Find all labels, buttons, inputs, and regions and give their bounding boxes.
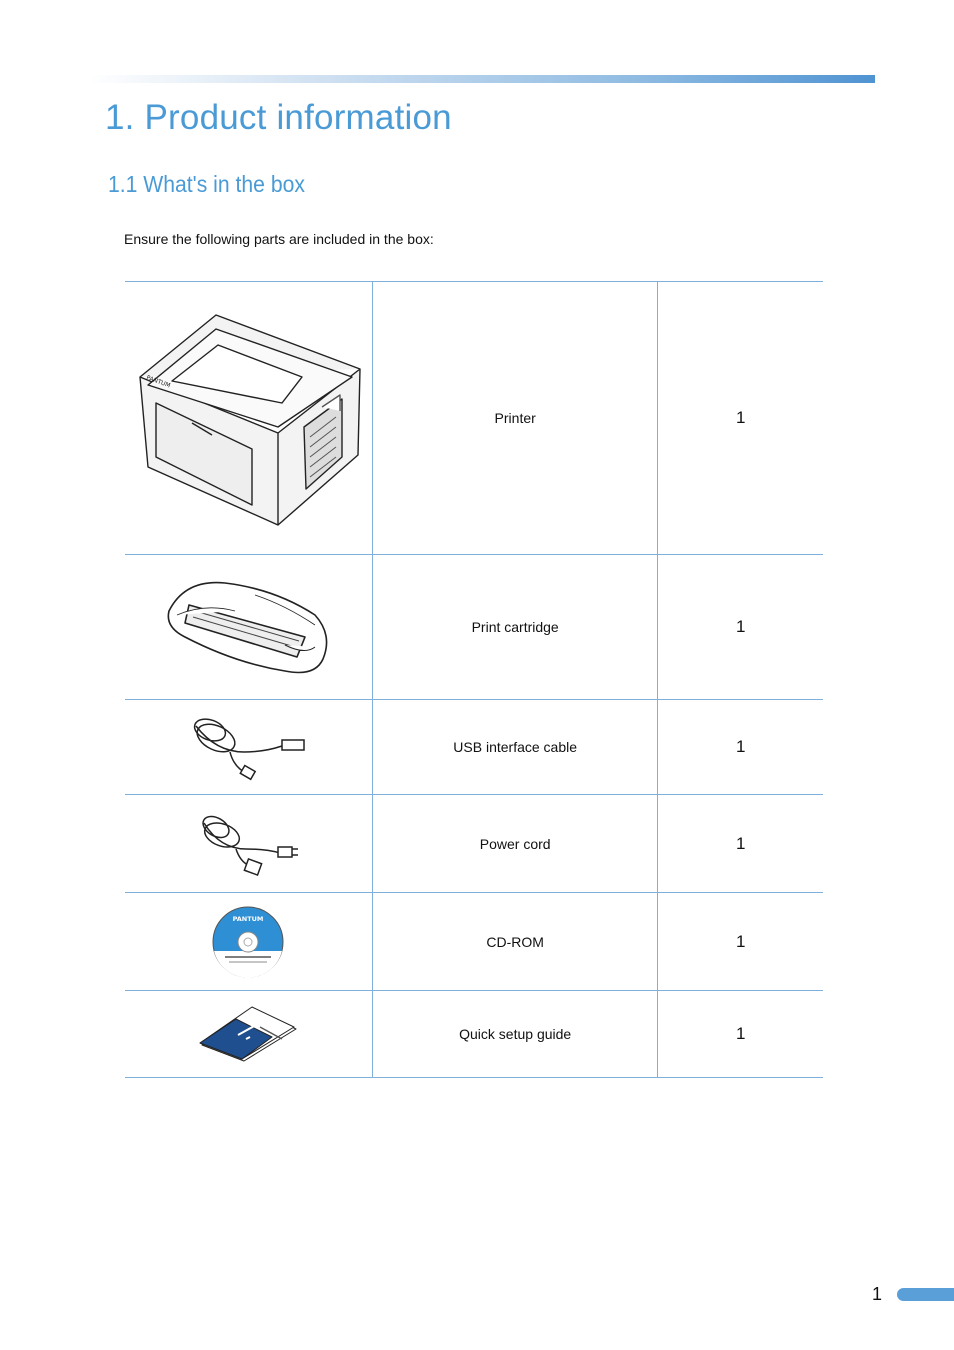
- intro-text: Ensure the following parts are included in the box:: [124, 231, 434, 247]
- item-image-cell: [125, 795, 372, 893]
- item-qty: 1: [658, 991, 823, 1078]
- table-row: [125, 282, 823, 555]
- item-image-cell: [125, 555, 372, 700]
- table-row: [125, 555, 823, 700]
- printer-icon: [132, 307, 364, 529]
- printer-brand-mark: PANTUM: [145, 374, 172, 390]
- item-name: CD-ROM: [372, 893, 657, 991]
- item-qty: 1: [658, 555, 823, 700]
- cartridge-icon: [165, 575, 331, 679]
- table-row: [125, 893, 823, 991]
- item-qty: 1: [658, 893, 823, 991]
- power-cord-icon: [196, 811, 300, 877]
- table-row: [125, 700, 823, 795]
- page-number: 1: [872, 1284, 883, 1304]
- item-name: Print cartridge: [372, 555, 657, 700]
- item-name: Printer: [372, 282, 657, 555]
- cd-brand-label: PANTUM: [233, 914, 264, 923]
- page-tab-marker: [897, 1288, 954, 1301]
- table-row: [125, 991, 823, 1078]
- item-image-cell: [125, 893, 372, 991]
- cd-rom-icon: [211, 905, 285, 979]
- item-qty: 1: [658, 700, 823, 795]
- item-qty: 1: [658, 282, 823, 555]
- box-contents-table: [125, 281, 823, 1078]
- item-image-cell: [125, 700, 372, 795]
- item-name: USB interface cable: [372, 700, 657, 795]
- table-row: [125, 795, 823, 893]
- item-name: Quick setup guide: [372, 991, 657, 1078]
- page-title: 1. Product information: [105, 98, 452, 137]
- item-image-cell: [125, 991, 372, 1078]
- item-image-cell: [125, 282, 372, 555]
- header-gradient-bar: [88, 75, 875, 83]
- section-title: 1.1 What's in the box: [108, 171, 305, 197]
- item-name: Power cord: [372, 795, 657, 893]
- usb-cable-icon: [186, 712, 310, 782]
- item-qty: 1: [658, 795, 823, 893]
- guide-booklet-icon: [198, 1005, 298, 1063]
